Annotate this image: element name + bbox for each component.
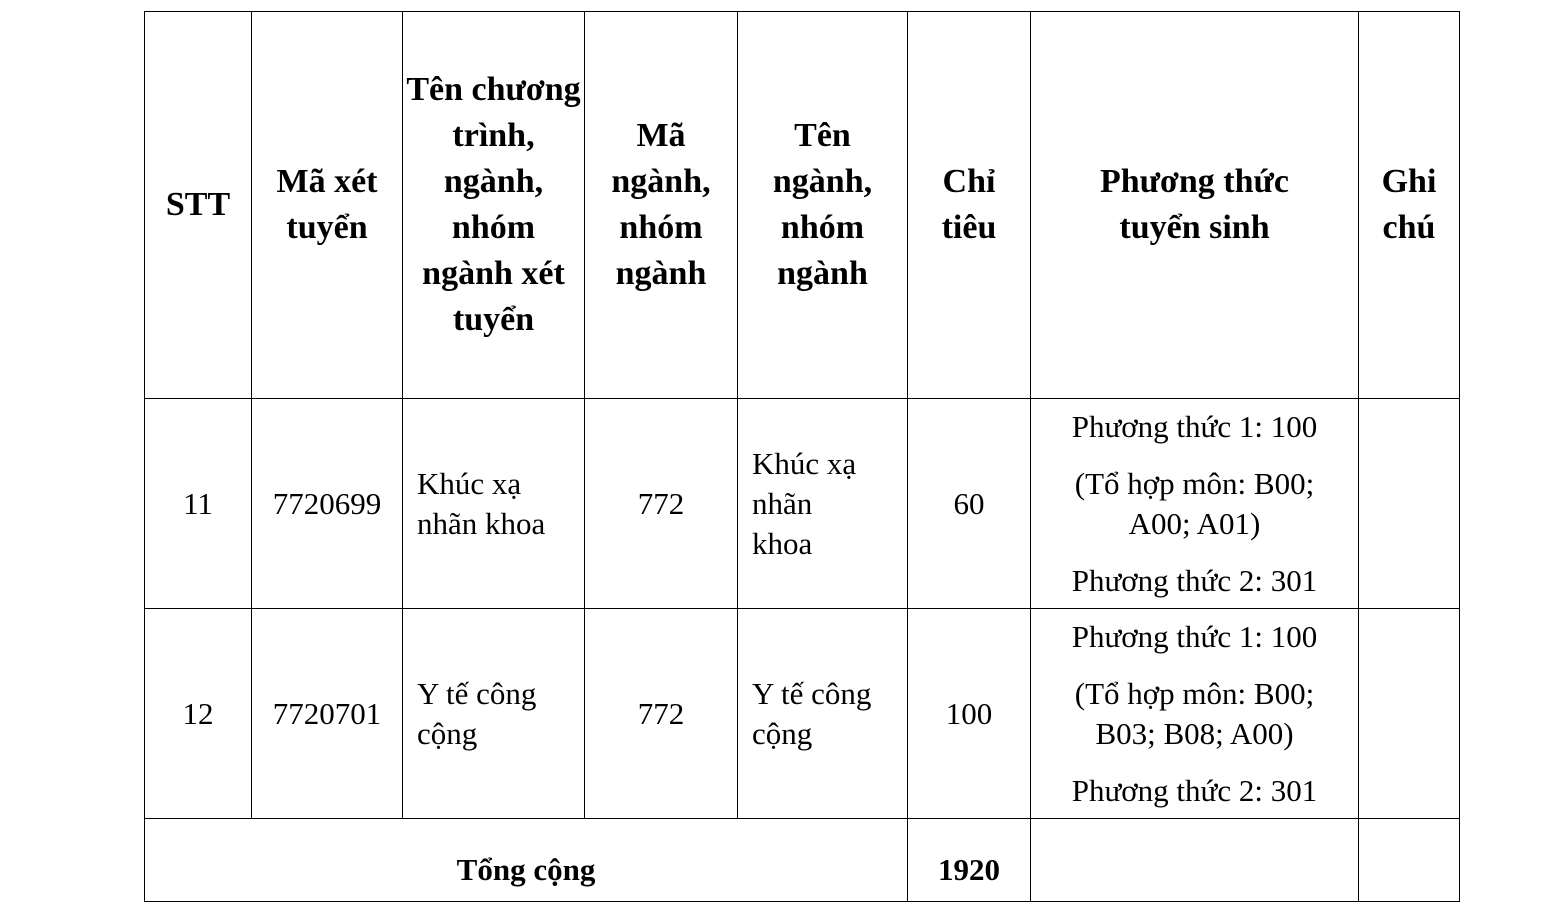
cell-ten-nganh: Y tế công cộng [738, 609, 908, 819]
cell-ten-chuong-trinh: Y tế công cộng [403, 609, 585, 819]
cell-ghi-chu [1359, 609, 1460, 819]
method-1-text: Phương thức 1: 100 [1071, 408, 1318, 444]
header-ghi-chu: Ghi chú [1359, 12, 1460, 399]
cell-ma-xet-tuyen: 7720699 [252, 399, 403, 609]
header-chi-tieu: Chỉ tiêu [908, 12, 1031, 399]
cell-ma-nganh: 772 [585, 609, 738, 819]
total-empty-note [1359, 819, 1460, 902]
cell-stt: 12 [145, 609, 252, 819]
cell-ten-nganh: Khúc xạ nhãn khoa [738, 399, 908, 609]
subject-combo-text: (Tổ hợp môn: B00; B03; B08; A00) [1074, 675, 1315, 751]
table-row [145, 399, 1460, 609]
subject-combo-text: (Tổ hợp môn: B00; A00; A01) [1074, 465, 1315, 541]
cell-stt: 11 [145, 399, 252, 609]
cell-ten-chuong-trinh: Khúc xạ nhãn khoa [403, 399, 585, 609]
header-ten-nganh: Tên ngành, nhóm ngành [738, 12, 908, 399]
cell-phuong-thuc [1031, 609, 1359, 819]
total-value: 1920 [908, 819, 1031, 902]
cell-ma-nganh: 772 [585, 399, 738, 609]
header-ma-nganh: Mã ngành, nhóm ngành [585, 12, 738, 399]
header-ten-chuong-trinh: Tên chương trình, ngành, nhóm ngành xét tuyển [403, 12, 585, 399]
header-phuong-thuc: Phương thức tuyển sinh [1031, 12, 1359, 399]
cell-chi-tieu: 100 [908, 609, 1031, 819]
cell-ma-xet-tuyen: 7720701 [252, 609, 403, 819]
cell-ghi-chu [1359, 399, 1460, 609]
table-row [145, 609, 1460, 819]
header-ma-xet-tuyen: Mã xét tuyển [252, 12, 403, 399]
header-row [145, 12, 1460, 399]
total-empty-method [1031, 819, 1359, 902]
admissions-table [144, 11, 1460, 902]
cell-phuong-thuc [1031, 399, 1359, 609]
total-label: Tổng cộng [145, 819, 908, 902]
total-row [145, 819, 1460, 902]
method-1-text: Phương thức 1: 100 [1071, 618, 1318, 654]
header-stt: STT [145, 12, 252, 399]
cell-chi-tieu: 60 [908, 399, 1031, 609]
method-2-text: Phương thức 2: 301 [1071, 772, 1318, 808]
method-2-text: Phương thức 2: 301 [1071, 562, 1318, 598]
